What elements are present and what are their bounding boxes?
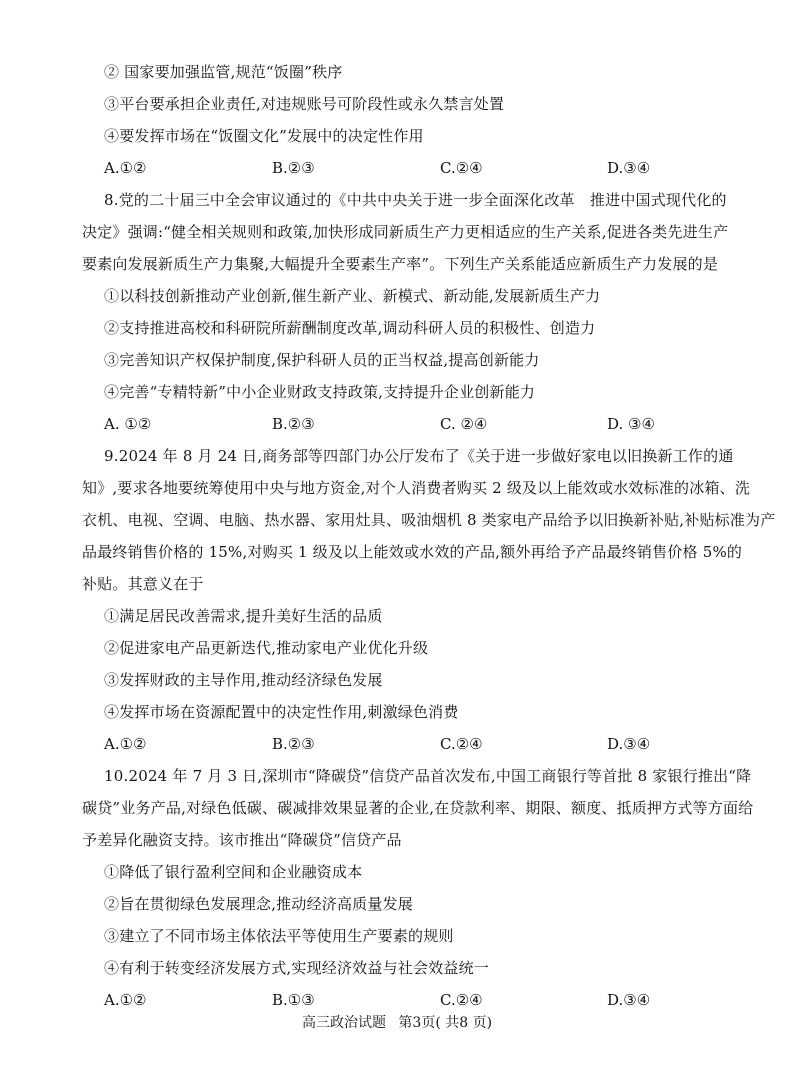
q10-statement-1: ①降低了银行盈利空间和企业融资成本 [104,863,363,881]
q9-statement-3: ③发挥财政的主导作用,推动经济绿色发展 [104,671,383,689]
q9-option-d: D.③④ [607,735,651,753]
q8-option-a: A. ①② [104,415,152,433]
q8-option-b: B.②③ [272,415,315,433]
q8-option-d: D. ③④ [607,415,655,433]
q7-statement-4: ④要发挥市场在“饭圈文化”发展中的决定性作用 [104,127,424,145]
q8-stem-line-1: 8.党的二十届三中全会审议通过的《中共中央关于进一步全面深化改革 推进中国式现代化的 [104,191,727,209]
q8-option-c: C. ②④ [440,415,488,433]
q9-option-b: B.②③ [272,735,315,753]
q10-option-a: A.①② [104,991,147,1009]
q8-statement-1: ①以科技创新推动产业创新,催生新产业、新模式、新动能,发展新质生产力 [104,287,601,305]
q9-stem-line-3: 衣机、电视、空调、电脑、热水器、家用灶具、吸油烟机 8 类家电产品给予以旧换新补贴,补贴标准为产 [82,511,776,529]
q7-option-c: C.②④ [440,159,483,177]
q10-option-d: D.③④ [607,991,651,1009]
page-footer [0,1014,794,1032]
q9-stem-line-4: 品最终销售价格的 15%,对购买 1 级及以上能效或水效的产品,额外再给予产品最终销售价格 5%的 [82,543,743,561]
q9-stem-line-2: 知》,要求各地要统筹使用中央与地方资金,对个人消费者购买 2 级及以上能效或水效标准的冰箱、洗 [82,479,751,497]
q8-statement-3: ③完善知识产权保护制度,保护科研人员的正当权益,提高创新能力 [104,351,540,369]
q8-stem-line-2: 决定》强调:“健全相关规则和政策,加快形成同新质生产力更相适应的生产关系,促进各类先进生产 [82,223,729,241]
q10-statement-4: ④有利于转变经济发展方式,实现经济效益与社会效益统一 [104,959,489,977]
q9-option-c: C.②④ [440,735,483,753]
q9-stem-line-5: 补贴。其意义在于 [82,575,204,593]
q9-stem-line-1: 9.2024 年 8 月 24 日,商务部等四部门办公厅发布了《关于进一步做好家电以旧换新工作的通 [104,447,734,465]
footer-subject: 高三政治试题 [301,1015,386,1031]
q8-stem-line-3: 要素向发展新质生产力集聚,大幅提升全要素生产率”。下列生产关系能适应新质生产力发展的是 [82,255,719,273]
q10-stem-line-3: 予差异化融资支持。该市推出“降碳贷”信贷产品 [82,831,402,849]
q7-option-a: A.①② [104,159,147,177]
q7-statement-2: ② 国家要加强监管,规范“饭圈”秩序 [104,63,343,81]
q8-statement-2: ②支持推进高校和科研院所薪酬制度改革,调动科研人员的积极性、创造力 [104,319,596,337]
q10-stem-line-1: 10.2024 年 7 月 3 日,深圳市“降碳贷”信贷产品首次发布,中国工商银行等首批 8 家银行推出“降 [104,767,752,785]
q10-stem-line-2: 碳贷”业务产品,对绿色低碳、碳减排效果显著的企业,在贷款利率、期限、额度、抵质押方式等方面给 [82,799,754,817]
q7-option-b: B.②③ [272,159,315,177]
q9-option-a: A.①② [104,735,147,753]
q7-statement-3: ③平台要承担企业责任,对违规账号可阶段性或永久禁言处置 [104,95,505,113]
q10-statement-2: ②旨在贯彻绿色发展理念,推动经济高质量发展 [104,895,413,913]
q10-option-b: B.①③ [272,991,315,1009]
footer-page-number: 第3页( 共8 页) [398,1015,493,1031]
q8-statement-4: ④完善“专精特新”中小企业财政支持政策,支持提升企业创新能力 [104,383,536,401]
q9-statement-1: ①满足居民改善需求,提升美好生活的品质 [104,607,383,625]
q10-statement-3: ③建立了不同市场主体依法平等使用生产要素的规则 [104,927,454,945]
q10-option-c: C.②④ [440,991,483,1009]
q9-statement-4: ④发挥市场在资源配置中的决定性作用,刺激绿色消费 [104,703,459,721]
q7-option-d: D.③④ [607,159,651,177]
q9-statement-2: ②促进家电产品更新迭代,推动家电产业优化升级 [104,639,429,657]
